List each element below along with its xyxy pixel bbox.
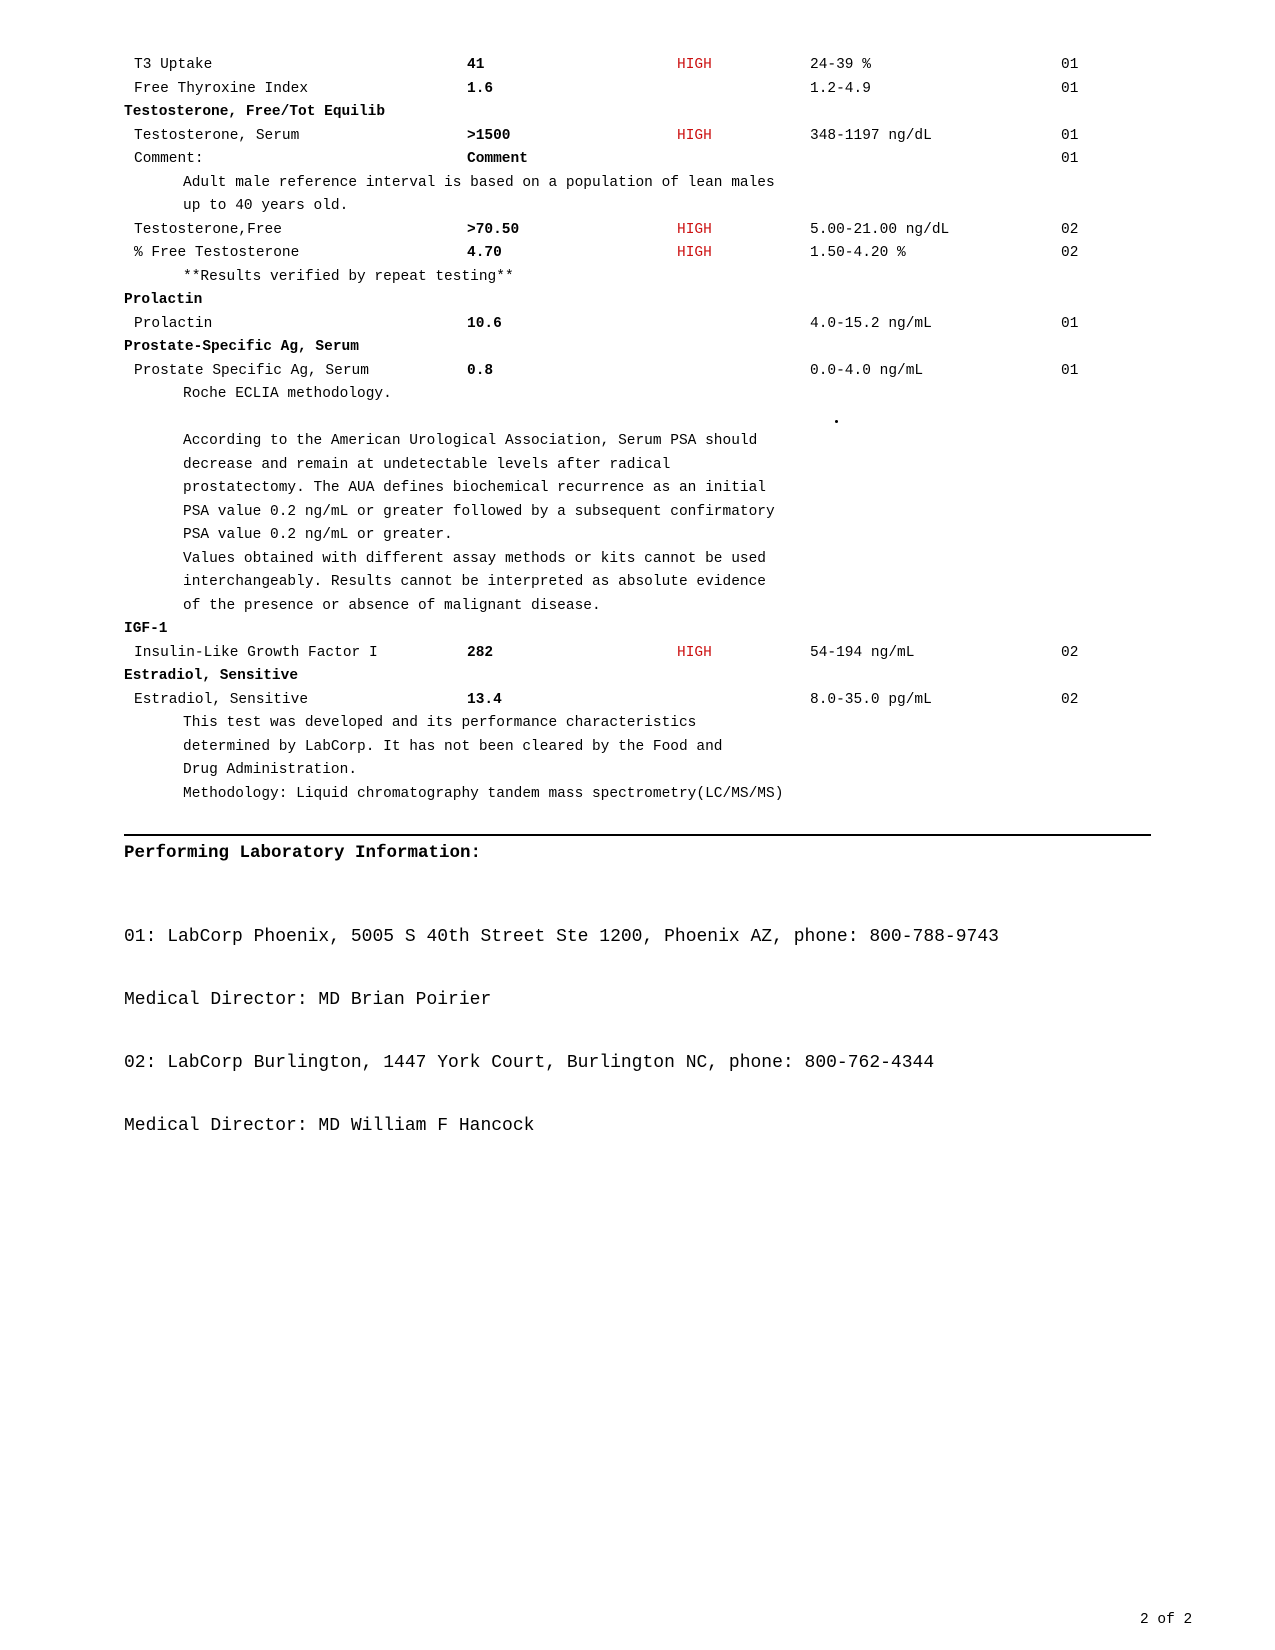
result-note: This test was developed and its performance characteristics [183, 715, 697, 731]
test-reference-range: 1.2-4.9 [810, 80, 871, 97]
test-lab-code: 01 [1061, 315, 1079, 332]
result-row [124, 54, 1124, 78]
test-value: 0.8 [467, 362, 494, 379]
test-reference-range: 54-194 ng/mL [810, 644, 915, 661]
result-note: Roche ECLIA methodology. [183, 386, 392, 402]
test-reference-range: 5.00-21.00 ng/dL [810, 221, 950, 238]
result-row [124, 125, 1124, 149]
test-lab-code: 01 [1061, 57, 1079, 73]
test-name: T3 Uptake [134, 57, 213, 73]
page-number: 2 of 2 [1140, 1612, 1193, 1628]
test-reference-range: 24-39 % [810, 57, 871, 73]
test-reference-range: 0.0-4.0 ng/mL [810, 362, 924, 379]
test-flag: HIGH [677, 57, 712, 73]
result-note: Methodology: Liquid chromatography tandem mass spectrometry(LC/MS/MS) [183, 785, 784, 802]
test-value: >1500 [467, 127, 511, 144]
test-value: 10.6 [467, 315, 502, 332]
result-note: **Results verified by repeat testing** [183, 268, 514, 285]
test-name: Prostate Specific Ag, Serum [134, 362, 369, 379]
test-value: Comment [467, 151, 528, 167]
result-note: decrease and remain at undetectable levels after radical [183, 456, 671, 473]
test-flag: HIGH [677, 127, 712, 144]
result-note: up to 40 years old. [183, 198, 349, 214]
test-name: Free Thyroxine Index [134, 80, 309, 97]
result-row [124, 242, 1124, 266]
test-reference-range: 348-1197 ng/dL [810, 127, 932, 144]
test-value: 41 [467, 57, 485, 73]
test-value: >70.50 [467, 221, 520, 238]
test-name: Comment: [134, 151, 204, 167]
performing-lab-line: Medical Director: MD Brian Poirier [124, 990, 492, 1010]
result-note: Drug Administration. [183, 762, 358, 778]
result-note: PSA value 0.2 ng/mL or greater followed by a subsequent confirmatory [183, 503, 775, 520]
test-value: 4.70 [467, 245, 502, 261]
test-reference-range: 1.50-4.20 % [810, 245, 906, 261]
performing-lab-line: 02: LabCorp Burlington, 1447 York Court, Burlington NC, phone: 800-762-4344 [124, 1053, 935, 1073]
blank-line [124, 407, 1124, 431]
section-heading: Testosterone, Free/Tot Equilib [124, 104, 386, 120]
performing-lab-title: Performing Laboratory Information: [124, 843, 482, 863]
results-table [124, 54, 1124, 806]
test-name: Insulin-Like Growth Factor I [134, 644, 378, 661]
test-lab-code: 02 [1061, 221, 1079, 238]
test-flag: HIGH [677, 221, 712, 238]
result-note: of the presence or absence of malignant disease. [183, 597, 601, 614]
result-row [124, 313, 1124, 337]
result-row [124, 78, 1124, 102]
test-lab-code: 01 [1061, 362, 1079, 379]
result-row [124, 360, 1124, 384]
test-flag: HIGH [677, 245, 712, 261]
test-name: % Free Testosterone [134, 245, 300, 261]
test-reference-range: 8.0-35.0 pg/mL [810, 691, 932, 708]
performing-lab-line: Medical Director: MD William F Hancock [124, 1116, 535, 1136]
result-note: According to the American Urological Association, Serum PSA should [183, 433, 758, 449]
section-heading: Estradiol, Sensitive [124, 668, 299, 684]
performing-lab-info [124, 885, 999, 1158]
test-name: Estradiol, Sensitive [134, 691, 309, 708]
test-flag: HIGH [677, 644, 712, 661]
section-heading: Prolactin [124, 292, 203, 308]
result-row [124, 689, 1124, 713]
test-lab-code: 01 [1061, 80, 1079, 97]
result-row [124, 219, 1124, 243]
section-heading: Prostate-Specific Ag, Serum [124, 339, 359, 355]
test-lab-code: 01 [1061, 127, 1079, 144]
section-heading: IGF-1 [124, 621, 168, 637]
result-note: prostatectomy. The AUA defines biochemical recurrence as an initial [183, 480, 766, 496]
performing-lab-line: 01: LabCorp Phoenix, 5005 S 40th Street Ste 1200, Phoenix AZ, phone: 800-788-9743 [124, 927, 999, 947]
test-value: 282 [467, 644, 494, 661]
test-lab-code: 01 [1061, 151, 1079, 167]
result-note: Values obtained with different assay methods or kits cannot be used [183, 550, 766, 567]
result-note: Adult male reference interval is based on a population of lean males [183, 174, 775, 191]
test-reference-range: 4.0-15.2 ng/mL [810, 315, 932, 332]
test-value: 13.4 [467, 691, 502, 708]
test-name: Prolactin [134, 315, 213, 332]
test-name: Testosterone, Serum [134, 127, 300, 144]
test-lab-code: 02 [1061, 644, 1079, 661]
section-divider [124, 834, 1151, 836]
result-row [124, 148, 1124, 172]
result-note: PSA value 0.2 ng/mL or greater. [183, 527, 453, 543]
result-row [124, 642, 1124, 666]
test-value: 1.6 [467, 80, 494, 97]
test-lab-code: 02 [1061, 691, 1079, 708]
test-name: Testosterone,Free [134, 221, 282, 238]
stray-dot-mark [835, 420, 838, 423]
result-note: interchangeably. Results cannot be interpreted as absolute evidence [183, 574, 766, 590]
test-lab-code: 02 [1061, 245, 1079, 261]
result-note: determined by LabCorp. It has not been cleared by the Food and [183, 738, 723, 755]
